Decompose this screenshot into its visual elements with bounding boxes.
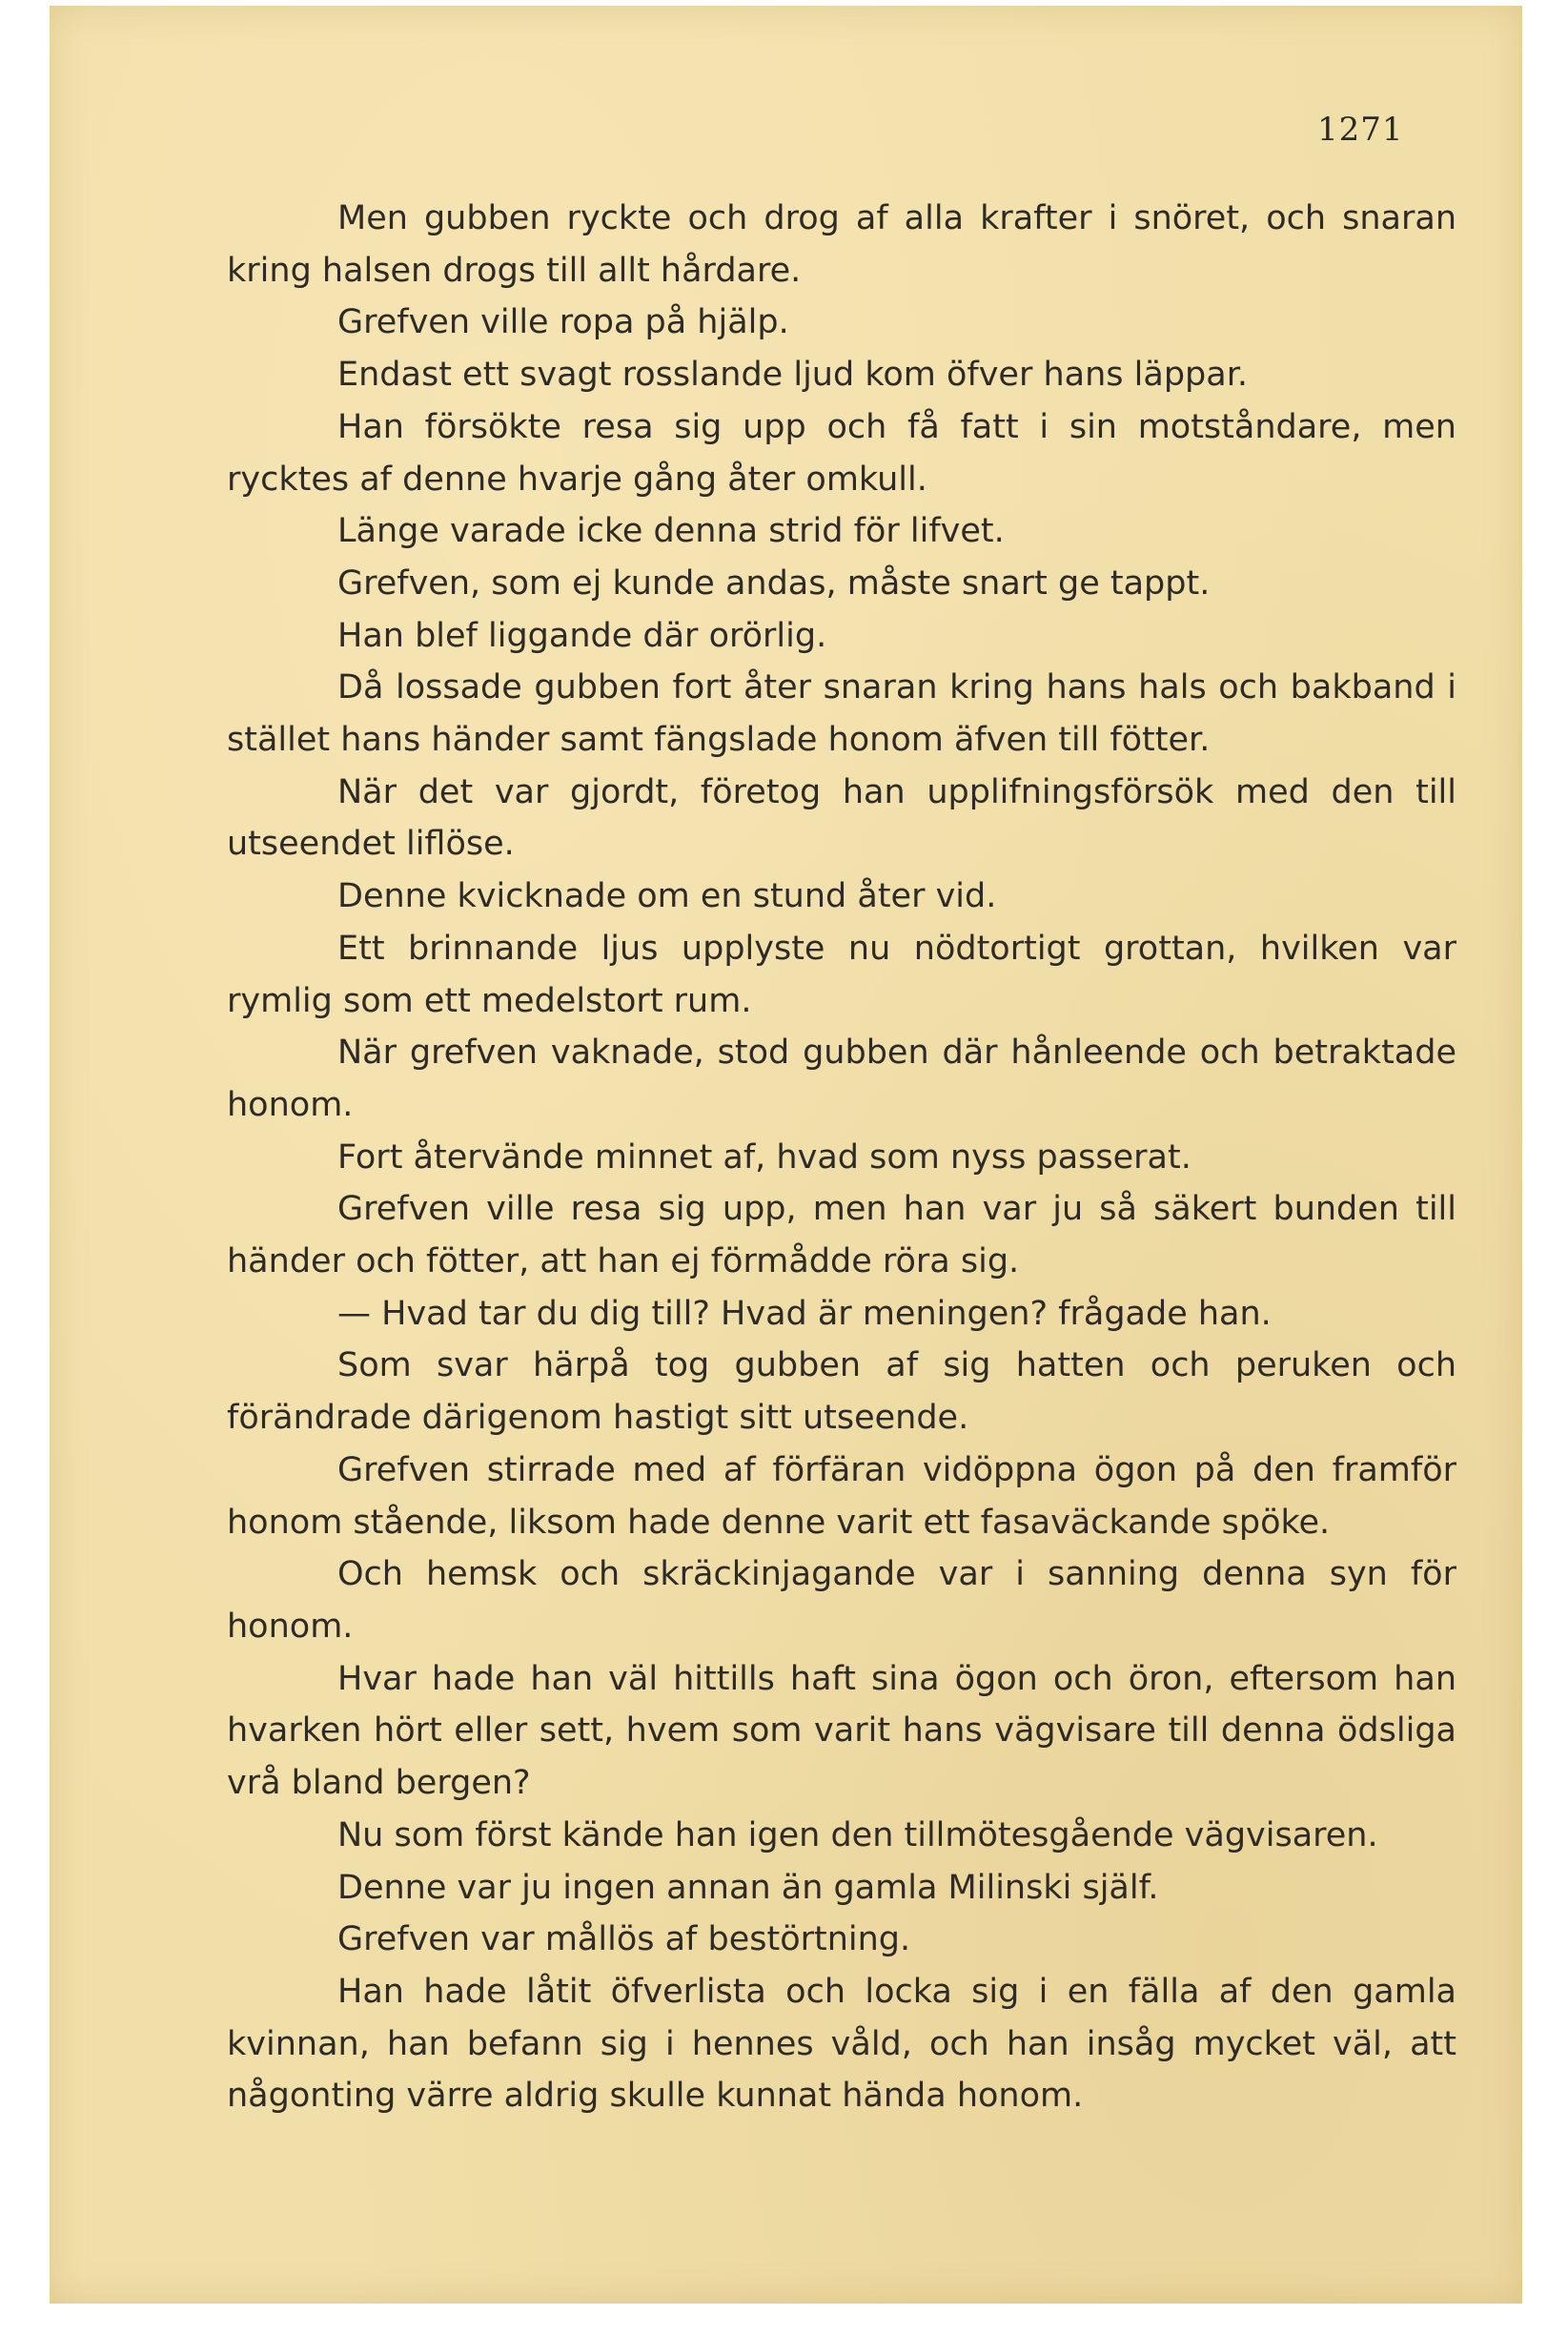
paragraph: Denne var ju ingen annan än gamla Milinski själf.	[337, 1868, 1159, 1907]
paragraph: Hvar hade han väl hittills haft sina ögon och öron, eftersom han hvarken hört eller sett, hvem som varit hans vägvisare till denna ödsliga vrå bland bergen?	[227, 1659, 1456, 1803]
paragraph: När det var gjordt, företog han upplifningsförsök med den till utseendet liflöse.	[227, 772, 1456, 864]
paragraph: Då lossade gubben fort åter snaran kring hans hals och bakband i stället hans händer samt fängslade honom äfven till fötter.	[227, 668, 1456, 760]
paragraph: När grefven vaknade, stod gubben där hånleende och betraktade honom.	[227, 1034, 1456, 1124]
paragraph: Grefven stirrade med af förfäran vidöppna ögon på den framför honom stående, liksom hade denne varit ett fasaväckande spöke.	[227, 1450, 1456, 1542]
paragraph: Han blef liggande där orörlig.	[337, 616, 827, 655]
paragraph: Fort återvände minnet af, hvad som nyss passerat.	[337, 1137, 1191, 1177]
paragraph: — Hvad tar du dig till? Hvad är meningen? frågade han.	[337, 1294, 1272, 1333]
paragraph: Grefven var mållös af bestörtning.	[337, 1920, 911, 1959]
paragraph: Nu som först kände han igen den tillmötesgående vägvisaren.	[337, 1815, 1378, 1854]
paragraph: Grefven ville ropa på hjälp.	[337, 303, 789, 342]
paragraph: Grefven, som ej kunde andas, måste snart ge tappt.	[337, 563, 1211, 603]
paragraph: Grefven ville resa sig upp, men han var ju så säkert bunden till händer och fötter, att han ej förmådde röra sig.	[227, 1190, 1456, 1281]
paragraph: Ett brinnande ljus upplyste nu nödtortigt grottan, hvilken var rymlig som ett medelstort rum.	[227, 929, 1456, 1020]
paragraph: Som svar härpå tog gubben af sig hatten och peruken och förändrade därigenom hastigt sitt utseende.	[227, 1346, 1456, 1438]
paragraph: Men gubben ryckte och drog af alla krafter i snöret, och snaran kring halsen drogs till allt hårdare.	[227, 199, 1456, 290]
book-page	[50, 6, 1522, 2304]
paragraph: Denne kvicknade om en stund åter vid.	[337, 877, 997, 916]
paragraph: Han försökte resa sig upp och få fatt i sin motståndare, men rycktes af denne hvarje gång åter omkull.	[227, 407, 1456, 499]
paragraph: Han hade låtit öfverlista och locka sig i en fälla af den gamla kvinnan, han befann sig i hennes våld, och han insåg mycket väl, att någonting värre aldrig skulle kunnat hända honom.	[227, 1972, 1456, 2116]
paragraph: Länge varade icke denna strid för lifvet.	[337, 512, 1005, 551]
page-number: 1271	[1317, 111, 1404, 149]
paragraph: Endast ett svagt rosslande ljud kom öfver hans läppar.	[337, 356, 1248, 395]
page-body	[227, 193, 1456, 2122]
paragraph: Och hemsk och skräckinjagande var i sanning denna syn för honom.	[227, 1555, 1456, 1646]
